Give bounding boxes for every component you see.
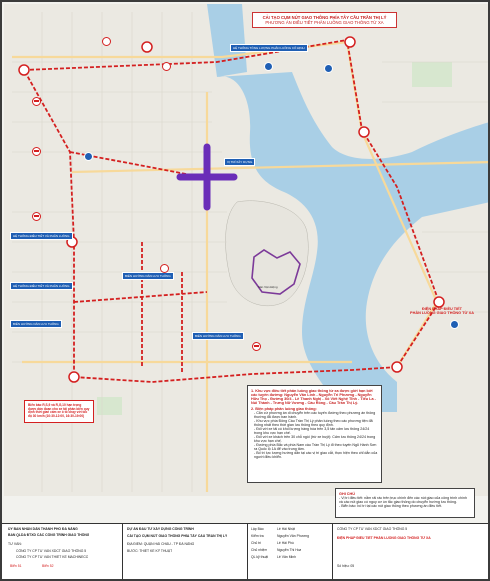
company: CÔNG TY CP TƯ VẤN XDCT GIAO THÔNG 5 (337, 527, 408, 531)
notes-bullet: - Đối với xe khách trên 30 chỗ ngồi (trừ xe buýt): Cấm lưu thông 24/24 trong khu vực hạn chế. (254, 435, 376, 443)
notes-bullet: - Bố trí lực lượng hướng dẫn tại các vị trí giao cắt, thực hiện theo chỉ dẫn của người điều khiển. (254, 451, 378, 459)
sign-label-1: HỆ THỐNG TỔNG LƯỢNG PHÂN LUỒNG CỐ ĐỊNH (230, 44, 308, 52)
notes-bullet: - Đường phía Bắc và phía Nam cầu Trần Thị Lý đi theo tuyến Ngũ Hành Sơn ra Quốc lộ 1A để vào trung tâm. (254, 443, 377, 451)
notes-box (247, 385, 382, 483)
role-1: Lập Báo (251, 527, 264, 531)
direction-sign-icon (264, 62, 273, 71)
legend-text2: - Biển báo: bố trí tại các nút giao thông theo phương án điều tiết. (339, 504, 443, 508)
notes-item2: 2. Biện pháp phân luồng giao thông: (251, 407, 317, 411)
role-5-name: Lê Văn Minh (277, 555, 297, 559)
stadium-label: Sân Vận Động (258, 285, 278, 289)
map-title-line1: ĐIỆN PHÁP ĐIỀU TIẾT (421, 307, 462, 311)
stage: BƯỚC: THIẾT KẾ KỸ THUẬT (127, 549, 173, 553)
speed-restriction-box (24, 400, 94, 423)
sheet-number: Số hiệu: 05 (337, 564, 355, 568)
role-2-name: Nguyễn Văn Phương (277, 534, 310, 538)
legend-text: - Vị trí điều tiết: nằm rải rác trên trục chính đến các nút giao của công trình chính và các nút giao có nguy cơ ùn tắc giao thông do chuyển hướng lưu thông. (339, 496, 468, 504)
prohibition-sign-icon (160, 264, 169, 273)
sign-label-4: BIỂN HƯỚNG DẪN LƯU THÔNG (10, 320, 62, 328)
sign-label-3: HỆ THỐNG ĐIỀU TIẾT VÀ PHÂN LUỒNG (10, 282, 73, 290)
drawing-title: ĐIỆN PHÁP ĐIỀU TIẾT PHÂN LUỒNG GIAO THÔNG TỪ XA (337, 536, 431, 540)
notes-bullet: - Đối với xe tải có khối lượng hàng hóa trên 3,5 tấn cấm lưu thông 24/24 trong khu vực hạn chế. (254, 427, 370, 435)
no-entry-sign-icon (32, 147, 41, 156)
sign-label-51: Biển 51 (10, 564, 22, 568)
role-2: Kiểm tra (251, 534, 264, 538)
island (226, 201, 309, 306)
role-1-name: Lê Hải Nhật (277, 527, 295, 531)
prohibition-sign-icon (162, 62, 171, 71)
consult-label: TƯ VẤN: (8, 542, 22, 546)
direction-sign-icon (324, 64, 333, 73)
consult2: CÔNG TY CP TƯ VẤN THIẾT KẾ MACHINECO (16, 555, 89, 559)
map-title-line2: PHÂN LUỒNG GIAO THÔNG TỪ XA (410, 311, 474, 316)
no-entry-sign-icon (252, 342, 261, 351)
site-label: VỊ TRÍ XÂY DỰNG (224, 158, 255, 166)
project-label: DỰ ÁN ĐẦU TƯ XÂY DỰNG CÔNG TRÌNH (127, 527, 194, 531)
no-entry-sign-icon (32, 97, 41, 106)
notes-bullet: - Căn cứ phương án di chuyển trên các tuyến đường theo phương án thông thường đã được ban hành. (254, 411, 376, 419)
sign-label-52: Biển 52 (42, 564, 54, 568)
notes-bullet: - Khu vực phía Đông Cầu Trần Thị Lý phân luồng theo các phương tiện đã thống nhất theo thời gian lưu thông theo quy định. (254, 419, 373, 427)
prohibition-sign-icon (102, 37, 111, 46)
role-4-name: Nguyễn Thi Hoa (277, 548, 302, 552)
legend-title: GHI CHÚ (339, 492, 356, 496)
header-line1: CẢI TẠO CỤM NÚT GIAO THÔNG PHÍA TÂY CẦU TRẦN THỊ LÝ (262, 15, 387, 20)
notes-item1: 1. Khu vực điều tiết phân luồng giao thông từ xa được giới hạn bởi các tuyến đường: Nguyễn Văn Linh - Nguyễn Tri Phương - Nguyễn Hữu Thọ - Đường 30/4 - Lê Thanh Nghị - Xô Viết Nghệ Tĩnh - Tiểu La - Núi Thành - Trưng Nữ Vương - Cầu Rồng - Cầu Trần Thị Lý. (251, 389, 376, 405)
org1: ỦY BAN NHÂN DÂN THÀNH PHỐ ĐÀ NẴNG (8, 527, 78, 531)
location: ĐỊA ĐIỂM: QUẬN HẢI CHÂU - TP ĐÀ NẴNG (127, 542, 195, 546)
sign-label-2: HỆ THỐNG ĐIỀU TIẾT VÀ PHÂN LUỒNG (10, 232, 73, 240)
speed-restriction-text: Biển báo R,S,9 và R,G,10 hạn trọng được dán đoạn cho xe tải phân biển quy định thời gian cấm xe ô tô chạy với tốc độ 30 km/h (10:30-12:00, 16:30-19:00) (28, 403, 90, 419)
sign-label-6: BIỂN HƯỚNG DẪN LƯU THÔNG (192, 332, 244, 340)
legend-box (335, 488, 475, 518)
role-3-name: Lê Hải Phú (277, 541, 294, 545)
consult1: CÔNG TY CP TƯ VẤN XDCT GIAO THÔNG 5 (16, 549, 87, 553)
sign-label-5: BIỂN HƯỚNG DẪN LƯU THÔNG (122, 272, 174, 280)
header-line2: PHƯƠNG ÁN ĐIỀU TIẾT PHÂN LUỒNG GIAO THÔNG TỪ XA (265, 20, 384, 25)
org2: BAN QLDA ĐTXD CÁC CÔNG TRÌNH GIAO THÔNG (8, 533, 90, 537)
title-block (2, 523, 490, 581)
map-title (407, 307, 477, 316)
no-entry-sign-icon (32, 212, 41, 221)
project-name: CẢI TẠO CỤM NÚT GIAO THÔNG PHÍA TÂY CẦU TRẦN THỊ LÝ (127, 534, 228, 538)
role-4: Chủ nhiệm (251, 548, 268, 552)
direction-sign-icon (450, 320, 459, 329)
direction-sign-icon (84, 152, 93, 161)
map-header (252, 12, 397, 28)
role-3: Chủ trì (251, 541, 262, 545)
role-5: QL kỹ thuật (251, 555, 269, 559)
